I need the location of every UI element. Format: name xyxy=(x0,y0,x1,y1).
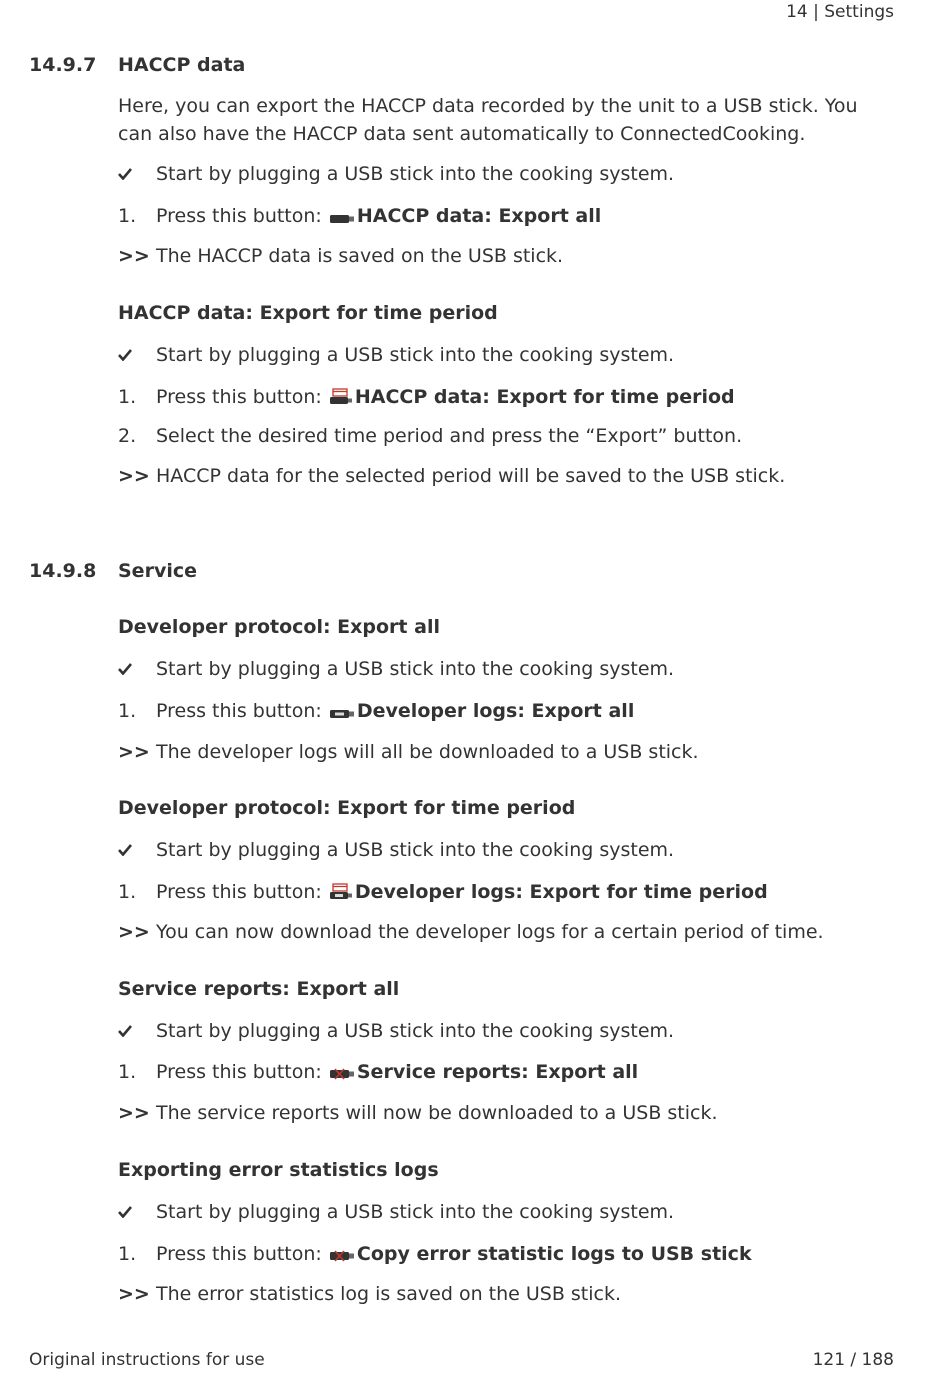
list-item-prerequisite xyxy=(118,658,674,680)
subheading: HACCP data: Export for time period xyxy=(118,302,498,324)
list-item-step xyxy=(118,1243,752,1268)
step-number: 1. xyxy=(118,1061,137,1083)
page-header-chapter: 14 | Settings xyxy=(786,2,894,22)
usb-haccp-calendar-icon xyxy=(330,388,352,411)
step-number: 1. xyxy=(118,205,137,227)
list-item-text: The error statistics log is saved on the USB stick. xyxy=(156,1283,622,1305)
list-item-prerequisite xyxy=(118,1020,674,1042)
list-item-result xyxy=(118,741,699,763)
usb-haccp-icon xyxy=(330,208,354,230)
checkmark-icon xyxy=(118,839,152,856)
usb-service-icon xyxy=(330,1064,354,1086)
subheading: Service reports: Export all xyxy=(118,978,400,1000)
checkmark-icon xyxy=(118,1201,152,1218)
subheading: Exporting error statistics logs xyxy=(118,1159,439,1181)
list-item-text: HACCP data for the selected period will be saved to the USB stick. xyxy=(156,465,786,487)
usb-info-calendar-icon xyxy=(330,883,352,906)
list-item-step xyxy=(118,386,735,411)
button-name: Copy error statistic logs to USB stick xyxy=(356,1243,752,1265)
list-item-result xyxy=(118,245,563,267)
footer-page-number: 121 / 188 xyxy=(812,1350,894,1370)
list-item-result xyxy=(118,921,824,943)
list-item-text: Start by plugging a USB stick into the cooking system. xyxy=(156,1020,675,1042)
section-title: HACCP data xyxy=(118,54,246,76)
list-item-text: Start by plugging a USB stick into the cooking system. xyxy=(156,658,675,680)
section-heading-service xyxy=(29,560,197,582)
list-item-result xyxy=(118,1102,718,1124)
step-number: 2. xyxy=(118,425,137,447)
result-marker: >> xyxy=(118,245,150,267)
list-item-text: Select the desired time period and press the “Export” button. xyxy=(156,425,743,447)
step-number: 1. xyxy=(118,881,137,903)
list-item-step xyxy=(118,205,601,230)
section-number: 14.9.7 xyxy=(29,54,97,76)
haccp-intro-paragraph: Here, you can export the HACCP data recorded by the unit to a USB stick. You can also have the HACCP data sent automatically to ConnectedCooking. xyxy=(118,95,858,145)
step-prefix: Press this button: xyxy=(156,1061,322,1083)
checkmark-icon xyxy=(118,1020,152,1037)
usb-error-icon xyxy=(330,1246,354,1268)
step-number: 1. xyxy=(118,700,137,722)
list-item-text: Start by plugging a USB stick into the cooking system. xyxy=(156,163,675,185)
button-name: HACCP data: Export for time period xyxy=(354,386,735,408)
list-item-result xyxy=(118,1283,621,1305)
list-item-result xyxy=(118,465,785,487)
checkmark-icon xyxy=(118,658,152,675)
step-prefix: Press this button: xyxy=(156,386,322,408)
footer-document-title: Original instructions for use xyxy=(29,1350,265,1370)
list-item-prerequisite xyxy=(118,344,674,366)
list-item-text: The developer logs will all be downloaded to a USB stick. xyxy=(156,741,699,763)
checkmark-icon xyxy=(118,344,152,361)
result-marker: >> xyxy=(118,1102,150,1124)
button-name: Developer logs: Export all xyxy=(356,700,635,722)
list-item-text: You can now download the developer logs for a certain period of time. xyxy=(156,921,824,943)
list-item-step xyxy=(118,700,634,725)
section-heading-haccp xyxy=(29,54,245,76)
step-prefix: Press this button: xyxy=(156,205,322,227)
button-name: Service reports: Export all xyxy=(356,1061,639,1083)
list-item-text: Start by plugging a USB stick into the cooking system. xyxy=(156,839,675,861)
result-marker: >> xyxy=(118,921,150,943)
result-marker: >> xyxy=(118,1283,150,1305)
step-prefix: Press this button: xyxy=(156,1243,322,1265)
step-number: 1. xyxy=(118,1243,137,1265)
list-item-text: The service reports will now be downloaded to a USB stick. xyxy=(156,1102,718,1124)
list-item-text: The HACCP data is saved on the USB stick. xyxy=(156,245,564,267)
list-item-text: Start by plugging a USB stick into the cooking system. xyxy=(156,1201,675,1223)
checkmark-icon xyxy=(118,163,152,180)
list-item-prerequisite xyxy=(118,163,674,185)
section-number: 14.9.8 xyxy=(29,560,97,582)
list-item-step xyxy=(118,881,768,906)
usb-info-icon xyxy=(330,703,354,725)
step-number: 1. xyxy=(118,386,137,408)
subheading: Developer protocol: Export for time period xyxy=(118,797,576,819)
button-name: HACCP data: Export all xyxy=(356,205,602,227)
list-item-text: Start by plugging a USB stick into the cooking system. xyxy=(156,344,675,366)
button-name: Developer logs: Export for time period xyxy=(354,881,768,903)
list-item-prerequisite xyxy=(118,1201,674,1223)
step-prefix: Press this button: xyxy=(156,700,322,722)
subheading: Developer protocol: Export all xyxy=(118,616,440,638)
section-title: Service xyxy=(118,560,197,582)
step-prefix: Press this button: xyxy=(156,881,322,903)
result-marker: >> xyxy=(118,465,150,487)
list-item-step xyxy=(118,425,742,447)
result-marker: >> xyxy=(118,741,150,763)
list-item-prerequisite xyxy=(118,839,674,861)
list-item-step xyxy=(118,1061,638,1086)
